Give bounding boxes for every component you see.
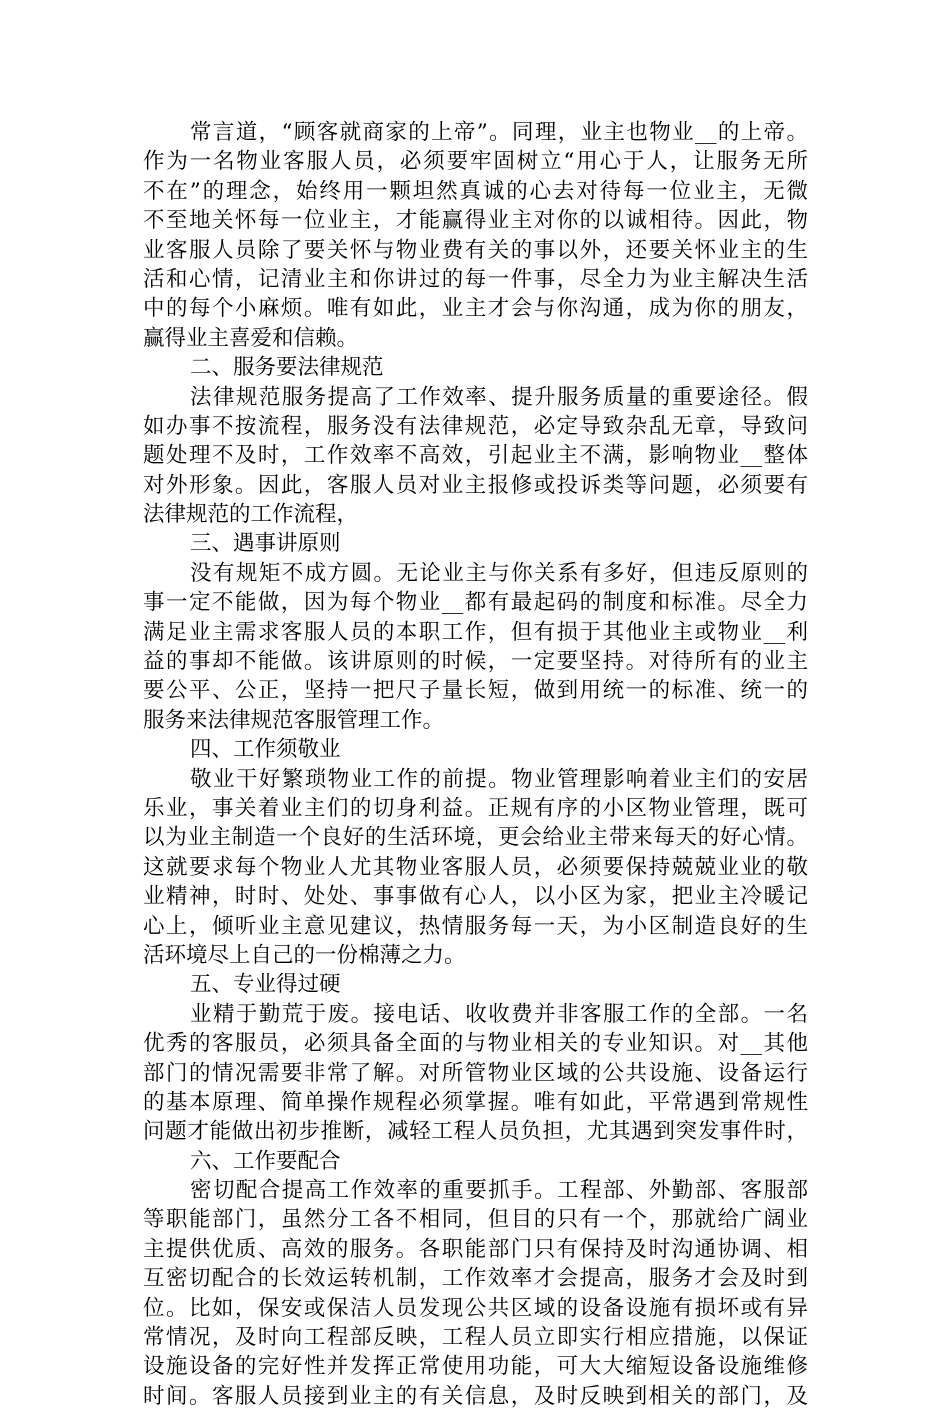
paragraph-line: 不在”的理念，始终用一颗坦然真诚的心去对待每一位业主，无微 xyxy=(143,178,808,204)
paragraph-line: 益的事却不能做。该讲原则的时候，一定要坚持。对待所有的业主 xyxy=(143,649,808,675)
paragraph-line: 乐业，事关着业主们的切身利益。正规有序的小区物业管理，既可 xyxy=(143,795,808,821)
paragraph-line: 设施设备的完好性并发挥正常使用功能，可大大缩短设备设施维修 xyxy=(143,1354,808,1380)
paragraph-line: 活和心情，记清业主和你讲过的每一件事，尽全力为业主解决生活 xyxy=(143,266,808,292)
paragraph-last-line: 赢得业主喜爱和信赖。 xyxy=(143,325,359,351)
paragraph-first-line: 敬业干好繁琐物业工作的前提。物业管理影响着业主们的安居 xyxy=(190,766,808,792)
paragraph-first-line: 法律规范服务提高了工作效率、提升服务质量的重要途径。假 xyxy=(190,384,808,410)
paragraph-line: 要公平、公正，坚持一把尺子量长短，做到用统一的标准、统一的 xyxy=(143,678,808,704)
paragraph-line: 对外形象。因此，客服人员对业主报修或投诉类等问题，必须要有 xyxy=(143,472,808,498)
paragraph-line: 优秀的客服员，必须具备全面的与物业相关的专业知识。对__其他 xyxy=(143,1031,808,1057)
paragraph-first-line: 常言道，“顾客就商家的上帝”。同理，业主也物业__的上帝。 xyxy=(190,120,808,145)
paragraph-last-line: 服务来法律规范客服管理工作。 xyxy=(143,707,445,733)
paragraph-last-line: 活环境尽上自己的一份棉薄之力。 xyxy=(143,942,466,968)
section-heading: 四、工作须敬业 xyxy=(190,737,341,763)
paragraph-line: 业客服人员除了要关怀与物业费有关的事以外，还要关怀业主的生 xyxy=(143,237,808,263)
paragraph-line: 问题才能做出初步推断，减轻工程人员负担，尤其遇到突发事件时， xyxy=(143,1119,808,1145)
paragraph-first-line: 密切配合提高工作效率的重要抓手。工程部、外勤部、客服部 xyxy=(190,1178,808,1204)
paragraph-line: 心上，倾听业主意见建议，热情服务每一天，为小区制造良好的生 xyxy=(143,913,808,939)
paragraph-line: 业精神，时时、处处、事事做有心人，以小区为家，把业主冷暖记 xyxy=(143,884,808,910)
paragraph-line: 的基本原理、简单操作规程必须掌握。唯有如此，平常遇到常规性 xyxy=(143,1089,808,1115)
paragraph-line: 题处理不及时，工作效率不高效，引起业主不满，影响物业__整体 xyxy=(143,443,808,469)
paragraph-line: 时间。客服人员接到业主的有关信息，及时反映到相关的部门，及 xyxy=(143,1383,808,1409)
paragraph-line: 不至地关怀每一位业主，才能赢得业主对你的以诚相待。因此，物 xyxy=(143,208,808,234)
paragraph-line: 中的每个小麻烦。唯有如此，业主才会与你沟通，成为你的朋友， xyxy=(143,296,808,322)
paragraph-line: 常情况，及时向工程部反映，工程人员立即实行相应措施，以保证 xyxy=(143,1325,808,1351)
paragraph-line: 以为业主制造一个良好的生活环境，更会给业主带来每天的好心情。 xyxy=(143,825,808,851)
section-heading: 二、服务要法律规范 xyxy=(190,355,384,381)
paragraph-line: 主提供优质、高效的服务。各职能部门只有保持及时沟通协调、相 xyxy=(143,1236,808,1262)
section-heading: 三、遇事讲原则 xyxy=(190,531,341,557)
paragraph-line: 如办事不按流程，服务没有法律规范，必定导致杂乱无章，导致问 xyxy=(143,413,808,439)
paragraph-line: 事一定不能做，因为每个物业__都有最起码的制度和标准。尽全力 xyxy=(143,590,808,616)
paragraph-first-line: 没有规矩不成方圆。无论业主与你关系有多好，但违反原则的 xyxy=(190,560,808,586)
paragraph-line: 等职能部门，虽然分工各不相同，但目的只有一个，那就给广阔业 xyxy=(143,1207,808,1233)
section-heading: 六、工作要配合 xyxy=(190,1148,341,1174)
paragraph-line: 部门的情况需要非常了解。对所管物业区域的公共设施、设备运行 xyxy=(143,1060,808,1086)
section-heading: 五、专业得过硬 xyxy=(190,972,341,998)
paragraph-line: 互密切配合的长效运转机制，工作效率才会提高，服务才会及时到 xyxy=(143,1266,808,1292)
paragraph-first-line: 业精于勤荒于废。接电话、收收费并非客服工作的全部。一名 xyxy=(190,1001,808,1027)
paragraph-line: 满足业主需求客服人员的本职工作，但有损于其他业主或物业__利 xyxy=(143,619,808,645)
paragraph-last-line: 法律规范的工作流程， xyxy=(143,502,359,528)
paragraph-line: 位。比如，保安或保洁人员发现公共区域的设备设施有损坏或有异 xyxy=(143,1295,808,1321)
paragraph-line: 这就要求每个物业人尤其物业客服人员，必须要保持兢兢业业的敬 xyxy=(143,854,808,880)
document-body xyxy=(143,118,808,1411)
paragraph-line: 作为一名物业客服人员，必须要牢固树立“用心于人，让服务无所 xyxy=(143,149,808,175)
